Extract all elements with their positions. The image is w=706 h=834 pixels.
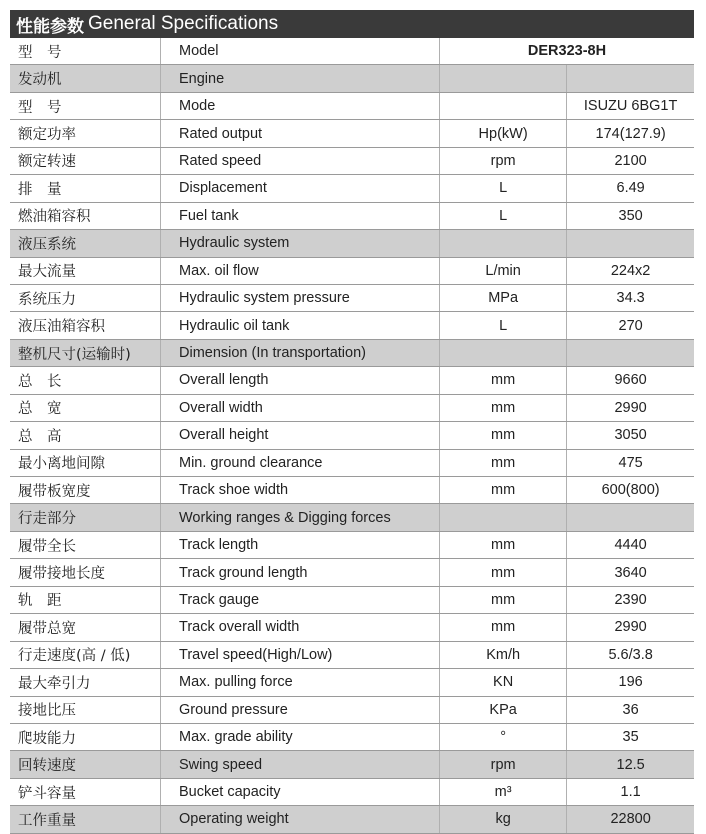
spec-row [10,559,694,586]
spec-value: 3640 [567,559,694,586]
spec-row [10,586,694,613]
spec-row [10,367,694,394]
spec-row [10,696,694,723]
spec-row [10,202,694,229]
spec-value: 174(127.9) [567,120,694,147]
spec-label-cn: 液压油箱容积 [10,312,161,339]
spec-unit: kg [440,806,567,833]
spec-unit: mm [440,586,567,613]
spec-row [10,92,694,119]
spec-row [10,312,694,339]
spec-label-cn: 额定功率 [10,120,161,147]
spec-value: 9660 [567,367,694,394]
spec-unit [440,504,567,531]
spec-value: 475 [567,449,694,476]
spec-label-en: Min. ground clearance [161,449,440,476]
spec-unit [440,339,567,366]
spec-row [10,449,694,476]
spec-unit: mm [440,477,567,504]
model-row [10,38,694,65]
spec-value: 224x2 [567,257,694,284]
spec-row [10,614,694,641]
spec-label-en: Displacement [161,175,440,202]
spec-value [567,339,694,366]
spec-value: ISUZU 6BG1T [567,92,694,119]
spec-unit: Hp(kW) [440,120,567,147]
spec-label-cn: 最大牵引力 [10,669,161,696]
spec-label-cn: 液压系统 [10,230,161,257]
spec-value: 5.6/3.8 [567,641,694,668]
spec-label-cn: 系统压力 [10,284,161,311]
spec-label-cn: 最小离地间隙 [10,449,161,476]
spec-row [10,257,694,284]
spec-row [10,477,694,504]
spec-label-en: Track shoe width [161,477,440,504]
spec-label-cn: 工作重量 [10,806,161,833]
spec-label-en: Hydraulic oil tank [161,312,440,339]
spec-label-en: Track gauge [161,586,440,613]
spec-value: 4440 [567,531,694,558]
spec-value: 2100 [567,147,694,174]
spec-label-en: Track overall width [161,614,440,641]
spec-label-cn: 总 宽 [10,394,161,421]
model-value: DER323-8H [440,38,695,65]
spec-label-cn: 燃油箱容积 [10,202,161,229]
spec-unit: L [440,312,567,339]
spec-unit: L [440,175,567,202]
spec-unit: MPa [440,284,567,311]
section-row [10,65,694,92]
spec-row [10,175,694,202]
spec-unit: mm [440,367,567,394]
spec-unit: KPa [440,696,567,723]
spec-label-en: Track length [161,531,440,558]
spec-row [10,531,694,558]
section-row [10,339,694,366]
spec-value [567,65,694,92]
spec-label-cn: 履带板宽度 [10,477,161,504]
spec-label-en: Fuel tank [161,202,440,229]
spec-label-en: Dimension (In transportation) [161,339,440,366]
spec-label-cn: 行走速度(高 / 低) [10,641,161,668]
spec-value: 2990 [567,614,694,641]
spec-unit: L/min [440,257,567,284]
spec-value: 22800 [567,806,694,833]
spec-unit: Km/h [440,641,567,668]
spec-row [10,120,694,147]
spec-row [10,394,694,421]
model-label-cn: 型 号 [10,38,161,65]
spec-row [10,778,694,805]
spec-row [10,641,694,668]
spec-label-en: Overall length [161,367,440,394]
section-row [10,504,694,531]
spec-label-cn: 型 号 [10,92,161,119]
spec-unit: mm [440,531,567,558]
spec-label-en: Overall width [161,394,440,421]
spec-value: 2390 [567,586,694,613]
spec-label-en: Hydraulic system pressure [161,284,440,311]
spec-label-cn: 铲斗容量 [10,778,161,805]
spec-unit: rpm [440,751,567,778]
spec-value [567,230,694,257]
spec-row [10,147,694,174]
model-label-en: Model [161,38,440,65]
title-chinese: 性能参数 [16,16,84,37]
spec-label-en: Engine [161,65,440,92]
spec-label-en: Travel speed(High/Low) [161,641,440,668]
spec-label-en: Mode [161,92,440,119]
spec-value: 350 [567,202,694,229]
spec-table [10,38,694,834]
spec-label-en: Ground pressure [161,696,440,723]
section-row [10,230,694,257]
spec-label-cn: 发动机 [10,65,161,92]
spec-label-cn: 接地比压 [10,696,161,723]
spec-value: 34.3 [567,284,694,311]
spec-unit: mm [440,559,567,586]
spec-unit: KN [440,669,567,696]
spec-label-en: Rated output [161,120,440,147]
spec-label-cn: 总 长 [10,367,161,394]
spec-label-en: Working ranges & Digging forces [161,504,440,531]
spec-value: 35 [567,723,694,750]
spec-value: 12.5 [567,751,694,778]
spec-value: 3050 [567,422,694,449]
spec-value: 36 [567,696,694,723]
spec-label-cn: 履带全长 [10,531,161,558]
spec-label-cn: 行走部分 [10,504,161,531]
spec-label-en: Overall height [161,422,440,449]
spec-unit: rpm [440,147,567,174]
spec-unit [440,92,567,119]
spec-label-en: Max. pulling force [161,669,440,696]
spec-label-cn: 履带总宽 [10,614,161,641]
spec-unit [440,65,567,92]
spec-row [10,669,694,696]
spec-label-cn: 爬坡能力 [10,723,161,750]
title-english: General Specifications [88,13,279,34]
spec-row [10,422,694,449]
spec-label-cn: 总 高 [10,422,161,449]
spec-row [10,723,694,750]
spec-label-cn: 额定转速 [10,147,161,174]
spec-unit: mm [440,422,567,449]
spec-value: 196 [567,669,694,696]
spec-unit: ° [440,723,567,750]
spec-label-en: Swing speed [161,751,440,778]
spec-value [567,504,694,531]
spec-unit: m³ [440,778,567,805]
spec-label-en: Max. oil flow [161,257,440,284]
spec-label-en: Operating weight [161,806,440,833]
spec-value: 2990 [567,394,694,421]
spec-value: 600(800) [567,477,694,504]
spec-unit: L [440,202,567,229]
spec-label-en: Max. grade ability [161,723,440,750]
section-row [10,751,694,778]
spec-title-bar [10,10,694,38]
spec-unit: mm [440,394,567,421]
spec-label-cn: 排 量 [10,175,161,202]
spec-label-en: Bucket capacity [161,778,440,805]
spec-label-cn: 最大流量 [10,257,161,284]
spec-label-en: Track ground length [161,559,440,586]
section-row [10,806,694,833]
spec-label-cn: 轨 距 [10,586,161,613]
spec-label-en: Rated speed [161,147,440,174]
spec-label-cn: 回转速度 [10,751,161,778]
spec-unit [440,230,567,257]
spec-value: 1.1 [567,778,694,805]
spec-label-en: Hydraulic system [161,230,440,257]
spec-value: 270 [567,312,694,339]
spec-unit: mm [440,614,567,641]
spec-label-cn: 整机尺寸(运输时) [10,339,161,366]
spec-value: 6.49 [567,175,694,202]
spec-unit: mm [440,449,567,476]
spec-row [10,284,694,311]
spec-label-cn: 履带接地长度 [10,559,161,586]
